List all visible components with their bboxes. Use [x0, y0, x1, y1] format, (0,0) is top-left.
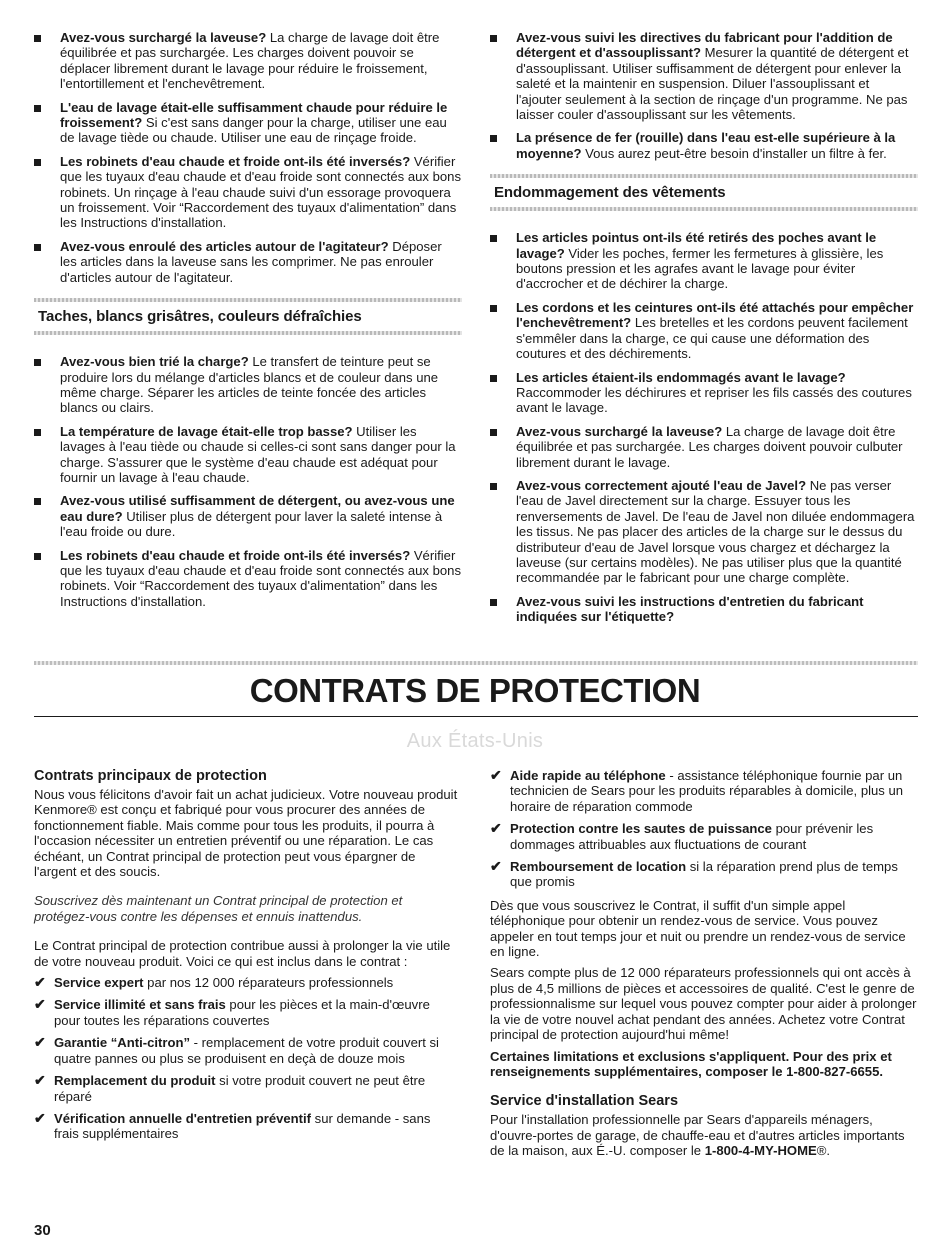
square-bullet-icon [34, 429, 41, 436]
stains-checklist-continued [490, 30, 918, 161]
bullet-answer: Vérifier que les tuyaux d'eau chaude et d'eau froide sont connectés aux bons robinets. Voir “Raccordement des tuyaux d'alimentation” dans les Instructions d'installation. [60, 547, 462, 609]
bullet-question: Avez-vous correctement ajouté l'eau de Javel? [516, 477, 807, 493]
square-bullet-icon [34, 159, 41, 166]
bullet-question: Avez-vous suivi les directives du fabricant pour l'addition de détergent et d'assouplissant? [516, 30, 893, 61]
installation-text: Pour l'installation professionnelle par Sears d'appareils ménagers, d'ouvre-portes de garage, de chauffe-eau et d'autres articles importants de la maison, aux É.-U. composer le [490, 1112, 905, 1159]
limitations-paragraph: Certaines limitations et exclusions s'appliquent. Pour des prix et renseignements supplémentaires, composer le 1-800-827-6655. [490, 1048, 892, 1079]
benefit-description: si votre produit couvert ne peut être réparé [54, 1073, 426, 1104]
bullet-question: La température de lavage était-elle trop basse? [60, 423, 353, 439]
checkmark-icon: ✔ [490, 820, 502, 837]
bullet-question: Avez-vous suivi les instructions d'entretien du fabricant indiquées sur l'étiquette? [516, 593, 864, 625]
bullet-answer: Mesurer la quantité de détergent et d'assouplissant. Utiliser suffisamment de détergent pour enlever la saleté et la maintenir en suspension. Diluer l'assouplissant et l'ajouter seulement à la section de rinçage d'un programme. Ne pas laisser couler d'assouplissant sur les vêtements. [516, 45, 909, 123]
bullet-question: Les articles pointus ont-ils été retirés des poches avant le lavage? [516, 230, 877, 261]
checkmark-icon: ✔ [34, 1072, 46, 1089]
bullet-question: Les robinets d'eau chaude et froide ont-ils été inversés? [60, 153, 411, 169]
service-call-paragraph: Dès que vous souscrivez le Contrat, il suffit d'un simple appel téléphonique pour obtenir un rendez-vous de service. Vous pouvez appeler en tout temps jour et nuit ou prendre un rendez-vous de service en ligne. [490, 897, 906, 960]
bullet-item [34, 548, 462, 610]
upper-right-column [490, 30, 918, 633]
wrinkling-checklist [34, 30, 462, 285]
bullet-answer: Les bretelles et les cordons peuvent facilement s'emmêler dans la charge, ce qui cause une déformation des coutures et des déchirements. [516, 315, 908, 362]
bullet-question: Avez-vous bien trié la charge? [60, 354, 249, 370]
bullet-answer: Utiliser les lavages à l'eau tiède ou chaude si celles-ci sont sans danger pour la charge. S'assurer que le système d'eau chaude est adéquat pour fournir un lavage à l'eau chaude. [60, 423, 456, 485]
phone-suffix: ®. [816, 1143, 831, 1159]
square-bullet-icon [490, 599, 497, 606]
installation-heading: Service d'installation Sears [490, 1093, 679, 1110]
installation-paragraph [490, 1112, 918, 1158]
check-item [34, 975, 458, 990]
bullet-question: Les cordons et les ceintures ont-ils été attachés pour empêcher l'enchevêtrement? [516, 299, 914, 331]
square-bullet-icon [490, 235, 497, 242]
square-bullet-icon [490, 483, 497, 490]
square-bullet-icon [34, 498, 41, 505]
title-underline [34, 716, 918, 717]
square-bullet-icon [490, 375, 497, 382]
bullet-item [34, 424, 462, 486]
page-title: CONTRATS DE PROTECTION [249, 672, 701, 709]
bullet-item [34, 239, 462, 285]
bullet-answer: Vérifier que les tuyaux d'eau chaude et d'eau froide sont connectés aux bons robinets. Un rinçage à l'eau chaude suivi d'un essorage provoquera un froissement. Voir “Raccordement des tuyaux d'alimentation” dans les Instructions d'installation. [60, 153, 462, 231]
bullet-item [490, 478, 918, 586]
bullet-answer: Déposer les articles dans la laveuse sans les comprimer. Ne pas enrouler d'articles autour de l'agitateur. [60, 238, 442, 285]
benefit-title: Service expert [54, 975, 144, 991]
bullet-question: Avez-vous surchargé la laveuse? [516, 423, 723, 439]
check-item [34, 1035, 458, 1066]
bullet-answer: Si c'est sans danger pour la charge, utiliser une eau de lavage tiède ou chaude. Utiliser une eau de rinçage froide. [60, 115, 447, 146]
bullet-question: Avez-vous enroulé des articles autour de l'agitateur? [60, 238, 389, 254]
header-bottom-rule [490, 207, 918, 211]
region-subtitle: Aux États-Unis [406, 730, 544, 752]
bullet-question: Avez-vous utilisé suffisamment de détergent, ou avez-vous une eau dure? [60, 493, 455, 524]
bullet-item [34, 154, 462, 231]
sears-paragraph: Sears compte plus de 12 000 réparateurs professionnels qui ont accès à plus de 4,5 millions de pièces et accessoires de qualité. C'est le genre de professionnalisme sur lequel vous pouvez compter pour aider à prolonger la vie de votre nouvel achat pendant des années. Achetez votre Contrat principal de protection aujourd'hui même! [490, 965, 917, 1043]
stains-section-header [34, 293, 462, 340]
benefit-title: Vérification annuelle d'entretien préventif [54, 1110, 312, 1126]
square-bullet-icon [490, 305, 497, 312]
square-bullet-icon [34, 359, 41, 366]
bullet-item [490, 300, 918, 362]
intro-paragraph: Nous vous félicitons d'avoir fait un achat judicieux. Votre nouveau produit Kenmore® est conçu et fabriqué pour vous procurer des années de fonctionnement fiable. Mais comme pour tous les produits, il pourra à l'occasion nécessiter un entretien préventif ou une réparation. Le cas échéant, un Contrat principal de protection peut vous épargner de l'argent et des soucis. [34, 787, 458, 880]
checkmark-icon: ✔ [34, 1034, 46, 1051]
benefit-description: pour les pièces et la main-d'œuvre pour toutes les réparations couvertes [54, 997, 430, 1028]
damage-checklist [490, 230, 918, 624]
benefit-title: Aide rapide au téléphone [510, 768, 666, 783]
checkmark-icon: ✔ [490, 767, 502, 783]
bullet-question: Les articles étaient-ils endommagés avant le lavage? [516, 369, 846, 385]
bullet-answer: Vider les poches, fermer les fermetures à glissière, les boutons pression et les agrafes avant le lavage pour éviter d'accrocher et de déchirer la charge. [516, 245, 884, 292]
bullet-item [34, 30, 462, 92]
stains-heading: Taches, blancs grisâtres, couleurs défraîchies [38, 308, 362, 326]
square-bullet-icon [490, 429, 497, 436]
bullet-answer: Utiliser plus de détergent pour laver la saleté intense à l'eau froide ou dure. [60, 508, 443, 540]
bullet-answer: Raccommoder les déchirures et repriser les fils cassés des coutures avant le lavage. [516, 384, 912, 416]
section-divider [34, 661, 918, 665]
square-bullet-icon [34, 553, 41, 560]
bullet-answer: Ne pas verser l'eau de Javel directement sur la charge. Essuyer tous les renversements de Javel. De l'eau de Javel non diluée endommagera les tissus. Ne pas placer des articles de la charge sur le dessus du distributeur d'eau de Javel lorsque vous chargez et déchargez la laveuse (sur certains modèles). Ne pas utiliser plus que la quantité recommandée par le fabricant pour une charge complète. [516, 477, 915, 586]
check-item [34, 1111, 458, 1142]
check-item [34, 1073, 458, 1104]
check-item [34, 997, 458, 1028]
checkmark-icon: ✔ [34, 996, 46, 1013]
bullet-item [490, 370, 918, 416]
contracts-heading: Contrats principaux de protection [34, 768, 267, 784]
bullet-item [490, 594, 918, 625]
damage-section-header [490, 169, 918, 216]
phone-number: 1-800-4-MY-HOME [704, 1143, 817, 1159]
square-bullet-icon [490, 35, 497, 42]
square-bullet-icon [490, 135, 497, 142]
bullet-item [490, 230, 918, 292]
bullet-question: La présence de fer (rouille) dans l'eau est-elle supérieure à la moyenne? [516, 130, 896, 161]
includes-paragraph: Le Contrat principal de protection contribue aussi à prolonger la vie utile de votre nouveau produit. Voici ce qui est inclus dans le contrat : [34, 938, 451, 969]
benefit-title: Remplacement du produit [54, 1073, 216, 1089]
bullet-item [34, 100, 462, 146]
benefit-description: sur demande - sans frais supplémentaires [54, 1110, 431, 1142]
check-item [490, 768, 918, 814]
benefit-description: - assistance téléphonique fournie par un technicien de Sears pour les produits réparables à domicile, plus un horaire de réparation commode [510, 768, 904, 814]
bullet-question: Avez-vous surchargé la laveuse? [60, 30, 267, 45]
bullet-answer: La charge de lavage doit être équilibrée et pas surchargée. Les charges doivent pouvoir culbuter librement durant le lavage. [516, 423, 903, 470]
damage-heading: Endommagement des vêtements [494, 184, 726, 202]
bullet-answer: Le transfert de teinture peut se produire lors du mélange d'articles blancs et de couleur dans une même charge. Séparer les articles de teinte foncée des articles blancs ou clairs. [60, 354, 439, 416]
bullet-item [490, 424, 918, 470]
bullet-question: L'eau de lavage était-elle suffisamment chaude pour réduire le froissement? [60, 99, 448, 131]
benefit-description: si la réparation prend plus de temps que promis [510, 859, 898, 890]
benefit-description: - remplacement de votre produit couvert si quatre pannes ou plus se produisent en deçà de douze mois [54, 1035, 439, 1066]
bullet-question: Les robinets d'eau chaude et froide ont-ils été inversés? [60, 547, 411, 563]
header-bottom-rule [34, 331, 462, 335]
benefit-description: pour prévenir les dommages attribuables aux fluctuations de courant [510, 821, 874, 852]
upper-left-column [34, 30, 462, 617]
check-item [490, 859, 918, 890]
contracts-left-column [34, 768, 458, 1149]
square-bullet-icon [34, 105, 41, 112]
bullet-item [490, 30, 918, 122]
square-bullet-icon [34, 244, 41, 251]
benefit-title: Protection contre les sautes de puissance [510, 821, 772, 837]
stains-checklist [34, 354, 462, 609]
checkmark-icon: ✔ [34, 974, 46, 991]
bullet-answer: Vous aurez peut-être besoin d'installer un filtre à fer. [581, 145, 887, 161]
checkmark-icon: ✔ [490, 858, 502, 875]
page-number: 30 [34, 1222, 51, 1239]
benefit-title: Remboursement de location [510, 859, 687, 875]
benefits-list [34, 975, 458, 1142]
benefit-title: Service illimité et sans frais [54, 997, 226, 1013]
benefit-description: par nos 12 000 réparateurs professionnels [143, 975, 394, 991]
benefits-list-continued [490, 768, 918, 890]
bullet-item [34, 354, 462, 416]
bullet-answer: La charge de lavage doit être équilibrée et pas surchargée. Les charges doivent pouvoir se déplacer librement durant le lavage pour réduire le froissement, l'entortillement et l'enchevêtrement. [60, 30, 440, 92]
square-bullet-icon [34, 35, 41, 42]
benefit-title: Garantie “Anti-citron” [54, 1035, 191, 1051]
italic-callout: Souscrivez dès maintenant un Contrat principal de protection et protégez-vous contre les dépenses et ennuis inattendus. [34, 893, 403, 924]
bullet-item [490, 130, 918, 161]
check-item [490, 821, 918, 852]
bullet-item [34, 493, 462, 539]
contracts-right-column [490, 768, 918, 1173]
checkmark-icon: ✔ [34, 1109, 46, 1126]
